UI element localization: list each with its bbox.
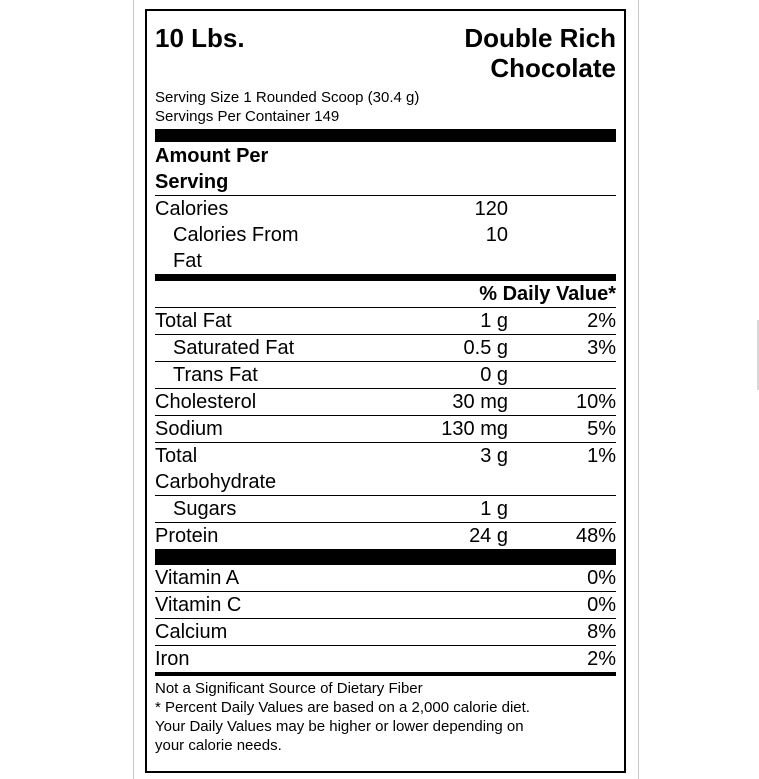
calories-from-fat-line-2: Fat xyxy=(173,250,202,272)
label-content xyxy=(155,11,616,755)
nutrient-amount: 0.5 g xyxy=(463,337,508,359)
vitamin-percent: 8% xyxy=(587,621,616,643)
vitamin-name: Vitamin C xyxy=(155,594,242,616)
daily-value-header: % Daily Value* xyxy=(479,283,616,305)
serving-size: Serving Size 1 Rounded Scoop (30.4 g) xyxy=(155,89,420,106)
nutrition-facts-label xyxy=(145,9,626,773)
calories-row xyxy=(155,196,616,222)
vitamin-name: Iron xyxy=(155,648,190,670)
nutrient-amount: 1 g xyxy=(480,310,508,332)
amount-per-line-1: Amount Per xyxy=(155,145,269,167)
page-edge-right xyxy=(638,0,639,779)
nutrient-name: Cholesterol xyxy=(155,391,257,413)
nutrient-percent: 5% xyxy=(587,418,616,440)
nutrient-row-protein xyxy=(155,523,616,549)
nutrient-percent: 1% xyxy=(587,445,616,467)
nutrient-amount: 0 g xyxy=(480,364,508,386)
vitamin-percent: 2% xyxy=(587,648,616,670)
nutrient-name-line-2: Carbohydrate xyxy=(155,471,277,493)
serving-info xyxy=(155,88,616,126)
nutrient-name: Protein xyxy=(155,525,219,547)
fiber-note: Not a Significant Source of Dietary Fiber xyxy=(155,680,423,697)
product-weight: 10 Lbs. xyxy=(155,23,245,53)
nutrient-amount: 1 g xyxy=(480,498,508,520)
vitamin-row-iron xyxy=(155,646,616,672)
nutrient-amount: 130 mg xyxy=(441,418,508,440)
flavor-line-2: Chocolate xyxy=(490,53,616,83)
vitamin-row-calcium xyxy=(155,619,616,645)
flavor-line-1: Double Rich xyxy=(464,23,616,53)
divider-extra-thick xyxy=(155,549,616,565)
nutrient-amount: 24 g xyxy=(469,525,508,547)
nutrient-percent: 3% xyxy=(587,337,616,359)
calories-value: 120 xyxy=(474,198,508,220)
nutrient-name: Trans Fat xyxy=(173,364,258,386)
daily-value-note-line-3: your calorie needs. xyxy=(155,737,282,754)
nutrient-row-sugars xyxy=(155,496,616,522)
vitamin-row-vitamin-c xyxy=(155,592,616,618)
daily-value-note-line-2: Your Daily Values may be higher or lower depending on xyxy=(155,718,524,735)
vitamin-row-vitamin-a xyxy=(155,565,616,591)
nutrient-percent: 10% xyxy=(575,391,616,413)
nutrient-amount: 3 g xyxy=(480,445,508,467)
amount-per-serving-heading xyxy=(155,142,616,195)
nutrient-name: Sugars xyxy=(173,498,237,520)
nutrient-row-trans-fat xyxy=(155,362,616,388)
product-flavor xyxy=(464,23,616,83)
nutrient-row-total-carbohydrate xyxy=(155,443,616,495)
nutrient-row-saturated-fat xyxy=(155,335,616,361)
daily-value-note-line-1: * Percent Daily Values are based on a 2,000 calorie diet. xyxy=(155,699,530,716)
nutrient-percent: 48% xyxy=(575,525,616,547)
nutrient-row-cholesterol xyxy=(155,389,616,415)
nutrient-row-total-fat xyxy=(155,308,616,334)
calories-from-fat-value: 10 xyxy=(485,224,508,246)
servings-per-container: Servings Per Container 149 xyxy=(155,108,340,125)
footnotes xyxy=(155,676,616,755)
nutrient-amount: 30 mg xyxy=(452,391,508,413)
divider-medium xyxy=(155,274,616,281)
page-edge-left xyxy=(133,0,134,779)
label-header xyxy=(155,11,616,86)
nutrient-name: Total Fat xyxy=(155,310,232,332)
amount-per-line-2: Serving xyxy=(155,171,229,193)
calories-from-fat-row xyxy=(155,222,616,274)
nutrient-row-sodium xyxy=(155,416,616,442)
nutrient-name: Saturated Fat xyxy=(173,337,295,359)
calories-from-fat-line-1: Calories From xyxy=(173,224,299,246)
vitamin-name: Vitamin A xyxy=(155,567,240,589)
nutrient-name-line-1: Total xyxy=(155,445,198,467)
nutrient-percent: 2% xyxy=(587,310,616,332)
divider-thick xyxy=(155,129,616,142)
calories-label: Calories xyxy=(155,198,229,220)
nutrient-name: Sodium xyxy=(155,418,223,440)
vitamin-name: Calcium xyxy=(155,621,228,643)
vitamin-percent: 0% xyxy=(587,567,616,589)
vitamin-percent: 0% xyxy=(587,594,616,616)
